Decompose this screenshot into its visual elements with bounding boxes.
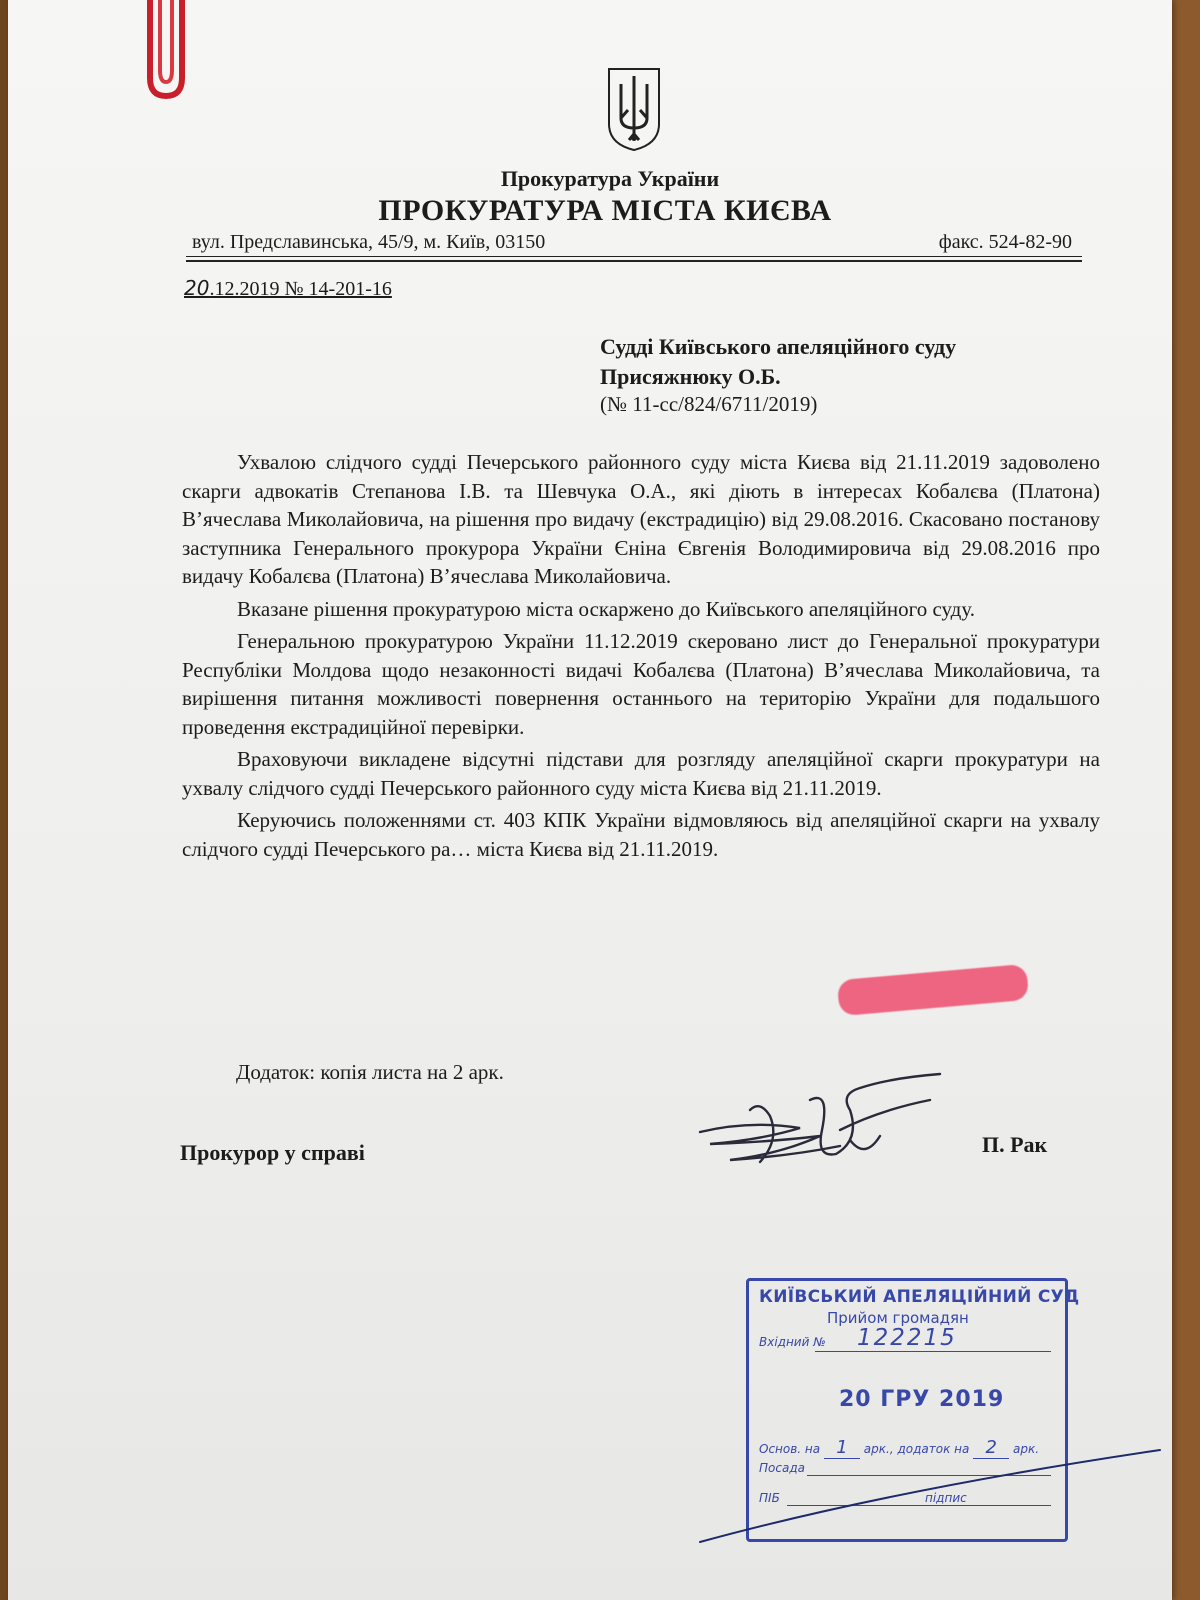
- case-number: (№ 11-сс/824/6711/2019): [600, 392, 818, 416]
- stamp-attach-sheets-label: додаток на: [897, 1442, 970, 1456]
- header-divider: [186, 256, 1082, 257]
- org-fax: факс. 524-82-90: [938, 231, 1072, 253]
- stamp-court-name: КИЇВСЬКИЙ АПЕЛЯЦІЙНИЙ СУД: [759, 1287, 1080, 1307]
- org-address: вул. Предславинська, 45/9, м. Київ, 03150: [192, 231, 546, 253]
- stamp-department: Прийом громадян: [827, 1309, 969, 1327]
- stamp-name-label: ПІБ: [759, 1491, 780, 1505]
- org-name-title: ПРОКУРАТУРА МІСТА КИЄВА: [378, 194, 832, 227]
- body-paragraph: Вказане рішення прокуратурою міста оскаржено до Київського апеляційного суду.: [237, 596, 976, 621]
- paperclip-icon: [128, 0, 198, 100]
- attachment-note: Додаток: копія листа на 2 арк.: [236, 1060, 504, 1084]
- stamp-incoming-number: 122215: [857, 1325, 957, 1351]
- stamp-position-label: Посада: [759, 1461, 805, 1475]
- stamp-date: 20 ГРУ 2019: [839, 1387, 1005, 1412]
- pen-stroke: [690, 1420, 1170, 1550]
- body-paragraph: Ухвалою слідчого судді Печерського районного суду міста Києва від 21.11.2019 задоволено скарги адвокатів Степанова І.В. та Шевчука О.А., які діють в інтересах Кобалєва (Платона) В’ячеслава Миколайовича, на рішення про видачу (екстрадицію) від 29.08.2016. Скасовано постанову заступника Генерального прокурора України Єніна Євгенія Володимировича від 29.08.2016 про видачу Кобалєва (Платона) В’ячеслава Миколайовича.: [182, 450, 1100, 588]
- document-reference: [184, 276, 392, 301]
- header-divider-thick: [186, 260, 1082, 262]
- stamp-signature-label: підпис: [925, 1491, 967, 1505]
- stamp-sheets-unit: арк.,: [863, 1442, 894, 1456]
- org-parent-title: Прокуратура України: [500, 166, 720, 191]
- addressee-line-1: Судді Київського апеляційного суду: [600, 334, 957, 359]
- addressee-line-2: Присяжнюку О.Б.: [600, 364, 781, 389]
- stamp-incoming-label: Вхідний №: [759, 1335, 826, 1349]
- stamp-divider: [815, 1351, 1051, 1352]
- stamp-main-sheets-value: 1: [836, 1437, 848, 1458]
- body-paragraph: Враховуючи викладене відсутні підстави для розгляду апеляційної скарги прокуратури на ухвалу слідчого судді Печерського районного суду міста Києва від 21.11.2019.: [182, 747, 1100, 800]
- trident-coat-of-arms-icon: [606, 66, 662, 152]
- stamp-main-sheets-label: Основ. на: [759, 1442, 821, 1456]
- addressee-block: [600, 332, 956, 392]
- body-paragraph: Керуючись положеннями ст. 403 КПК України відмовляюсь від апеляційної скарги на ухвалу слідчого судді Печерського ра… міста Києва від 21.11.2019.: [182, 808, 1100, 861]
- handwritten-signature: [690, 1070, 960, 1180]
- stamp-attach-sheets-value: 2: [985, 1437, 997, 1458]
- letter-body: [182, 448, 1100, 863]
- reference-number: .12.2019 № 14-201-16: [209, 278, 392, 300]
- signer-name: П. Рак: [982, 1132, 1048, 1157]
- body-paragraph: Генеральною прокуратурою України 11.12.2019 скеровано лист до Генеральної прокуратури Республіки Молдова щодо незаконності видачі Кобалєва (Платона) В’ячеслава Миколайовича, та вирішення питання можливості повернення останнього на територію України для подальшого проведення екстрадиційної перевірки.: [182, 629, 1100, 739]
- stamp-sheets-unit-end: арк.: [1013, 1442, 1040, 1456]
- handwritten-day: 20: [184, 276, 210, 300]
- signer-title: Прокурор у справі: [180, 1140, 365, 1165]
